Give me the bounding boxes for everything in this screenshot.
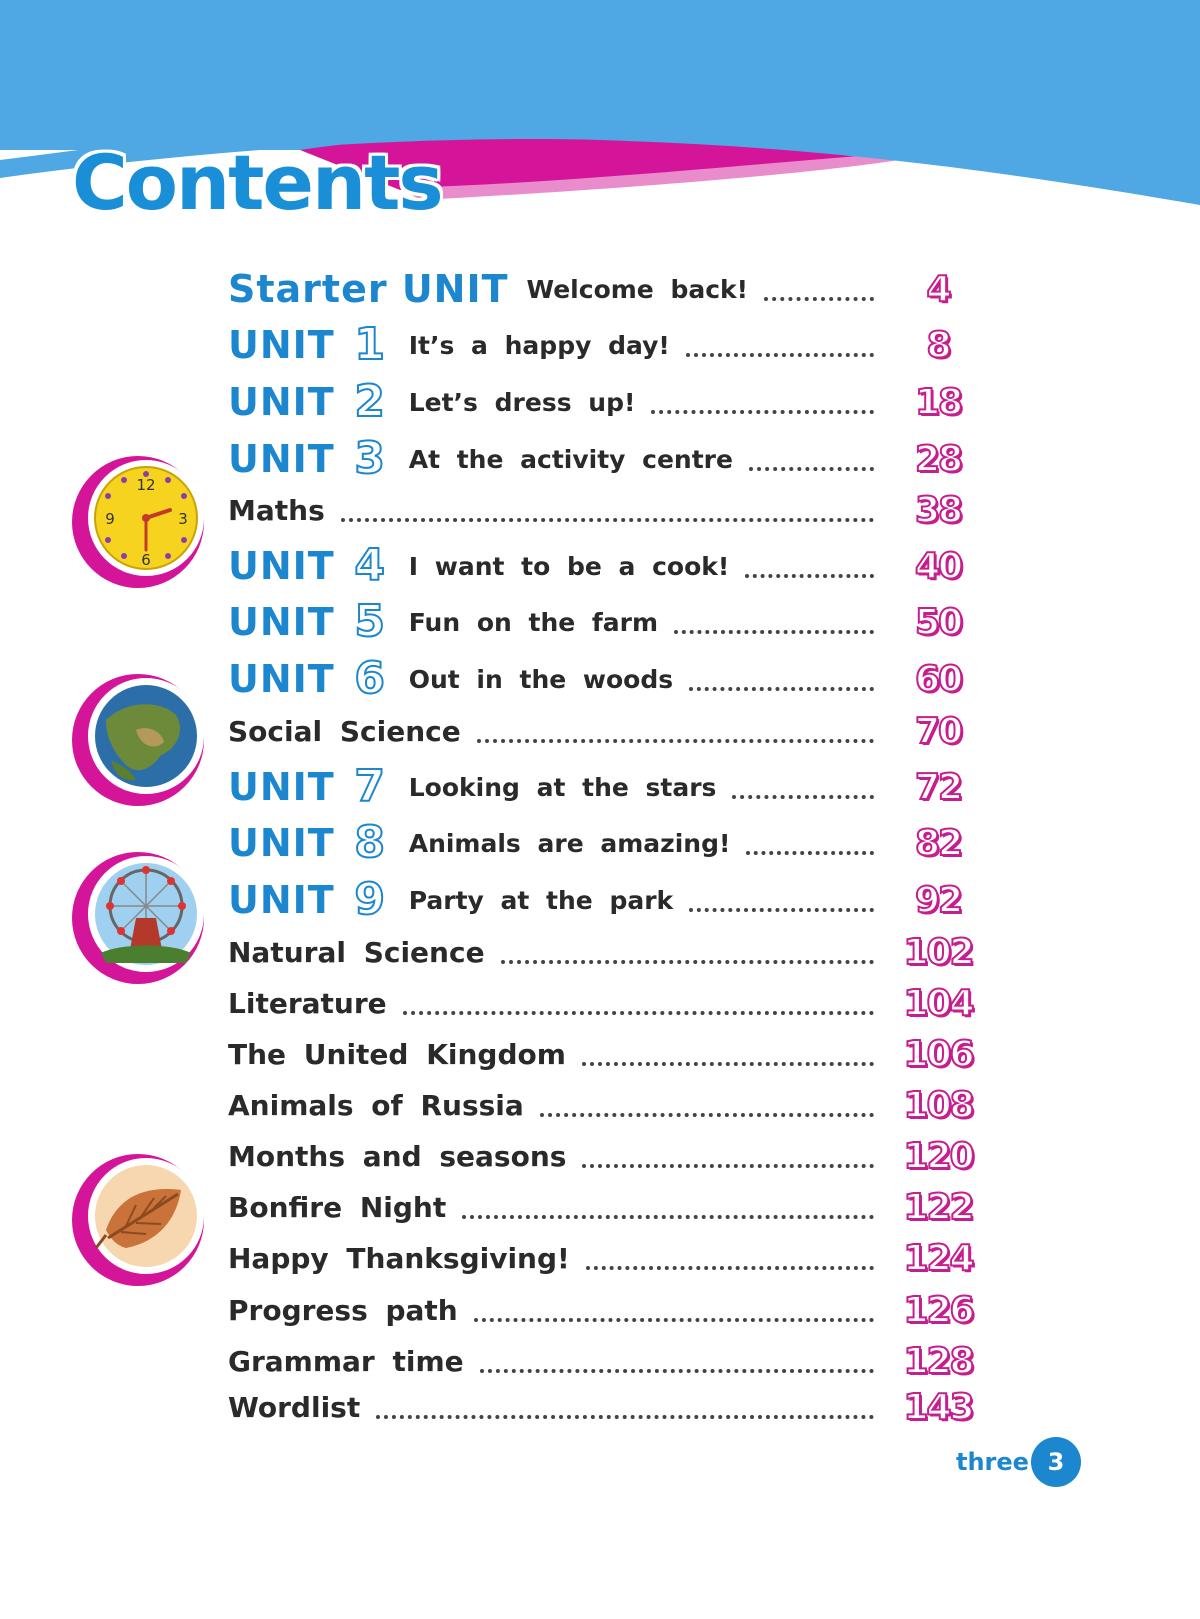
page-number: 28 <box>914 438 962 480</box>
toc-entry-unit-2[interactable] <box>228 377 978 427</box>
unit-title: At the activity centre <box>408 444 733 474</box>
page-number: 50 <box>914 601 962 643</box>
clock-number-6: 6 <box>141 551 151 569</box>
dot-leader <box>732 795 874 799</box>
section-title: Literature <box>228 986 387 1020</box>
toc-entry-literature[interactable] <box>228 978 978 1028</box>
page-number: 126 <box>903 1289 973 1331</box>
dot-leader <box>582 1164 874 1168</box>
unit-number: 7 <box>354 761 386 812</box>
dot-leader <box>540 1113 874 1117</box>
clock-number-12: 12 <box>136 476 156 494</box>
unit-title: Animals are amazing! <box>408 828 731 858</box>
toc-entry-months-and-seasons[interactable] <box>228 1131 978 1181</box>
toc-entry-unit-5[interactable] <box>228 597 978 647</box>
page-number: 40 <box>914 545 962 587</box>
toc-entry-unit-6[interactable] <box>228 654 978 704</box>
page-number: 128 <box>903 1340 973 1382</box>
dot-leader <box>689 687 874 691</box>
toc-entry-maths[interactable] <box>228 485 978 535</box>
section-title: Animals of Russia <box>228 1088 524 1122</box>
toc-entry-wordlist[interactable] <box>228 1382 978 1432</box>
dot-leader <box>686 353 874 357</box>
autumn-leaf-icon <box>66 1150 206 1290</box>
page-number: 18 <box>914 381 962 423</box>
unit-title: Looking at the stars <box>408 772 717 802</box>
unit-title: Party at the park <box>408 885 674 915</box>
section-title: Wordlist <box>228 1390 361 1424</box>
page-number: 122 <box>903 1186 973 1228</box>
section-title: Bonfire Night <box>228 1190 447 1224</box>
dot-leader <box>462 1215 874 1219</box>
page-number: 4 <box>926 268 950 310</box>
clock-number-3: 3 <box>178 510 188 528</box>
toc-entry-starter-unit[interactable] <box>228 264 978 314</box>
page-number: 8 <box>926 324 950 366</box>
toc-entry-social-science[interactable] <box>228 706 978 756</box>
dot-leader <box>651 410 874 414</box>
section-title: The United Kingdom <box>228 1037 566 1071</box>
unit-label: UNIT <box>228 544 335 588</box>
dot-leader <box>745 574 874 578</box>
section-title: Social Science <box>228 714 461 748</box>
globe-icon <box>66 670 206 810</box>
footer-page-badge: 3 <box>1031 1437 1081 1487</box>
unit-title: I want to be a cook! <box>408 551 730 581</box>
page-number: 106 <box>903 1033 973 1075</box>
page-number: 108 <box>903 1084 973 1126</box>
page-number: 102 <box>903 931 973 973</box>
toc-entry-unit-3[interactable] <box>228 434 978 484</box>
dot-leader <box>501 960 874 964</box>
dot-leader <box>341 518 874 522</box>
dot-leader <box>480 1369 874 1373</box>
page-number: 82 <box>914 822 962 864</box>
unit-label: UNIT <box>228 765 335 809</box>
section-title: Progress path <box>228 1293 458 1327</box>
dot-leader <box>403 1011 874 1015</box>
toc-entry-united-kingdom[interactable] <box>228 1029 978 1079</box>
unit-label: UNIT <box>228 437 335 481</box>
unit-number: 2 <box>354 376 386 427</box>
toc-entry-unit-9[interactable] <box>228 875 978 925</box>
section-title: Months and seasons <box>228 1139 567 1173</box>
toc-entry-grammar-time[interactable] <box>228 1336 978 1386</box>
page-number: 72 <box>914 766 962 808</box>
toc-entry-progress-path[interactable] <box>228 1285 978 1335</box>
section-title: Happy Thanksgiving! <box>228 1241 570 1275</box>
dot-leader <box>674 630 874 634</box>
page-number: 92 <box>914 879 962 921</box>
unit-label: UNIT <box>228 878 335 922</box>
footer-page-word: three <box>956 1448 1029 1476</box>
dot-leader <box>586 1266 874 1270</box>
unit-title: Fun on the farm <box>408 607 659 637</box>
unit-label: UNIT <box>228 600 335 644</box>
unit-label: UNIT <box>228 657 335 701</box>
page-number: 70 <box>914 710 962 752</box>
dot-leader <box>477 739 874 743</box>
section-title: Grammar time <box>228 1344 464 1378</box>
toc-entry-unit-7[interactable] <box>228 762 978 812</box>
toc-entry-unit-4[interactable] <box>228 541 978 591</box>
dot-leader <box>582 1062 874 1066</box>
unit-number: 5 <box>354 596 386 647</box>
unit-title: It’s a happy day! <box>408 330 670 360</box>
page-number: 104 <box>903 982 973 1024</box>
toc-entry-bonfire-night[interactable] <box>228 1182 978 1232</box>
unit-number: 6 <box>354 653 386 704</box>
unit-number: 8 <box>354 817 386 868</box>
toc-entry-unit-1[interactable] <box>228 320 978 370</box>
unit-label: UNIT <box>228 821 335 865</box>
dot-leader <box>749 467 874 471</box>
unit-number: 9 <box>354 874 386 925</box>
section-title: Natural Science <box>228 935 485 969</box>
toc-entry-unit-8[interactable] <box>228 818 978 868</box>
ferris-wheel-icon <box>66 848 206 988</box>
section-title: Maths <box>228 493 325 527</box>
unit-title: Let’s dress up! <box>408 387 636 417</box>
unit-number: 4 <box>354 540 386 591</box>
unit-label: UNIT <box>228 380 335 424</box>
page-title: Contents <box>72 138 442 227</box>
page-number: 143 <box>903 1386 973 1428</box>
page-number: 120 <box>903 1135 973 1177</box>
clock-icon <box>66 452 206 592</box>
unit-label: UNIT <box>228 323 335 367</box>
unit-title: Welcome back! <box>526 274 749 304</box>
unit-label: Starter UNIT <box>228 267 509 311</box>
unit-title: Out in the woods <box>408 664 674 694</box>
page-number: 124 <box>903 1237 973 1279</box>
toc-entry-happy-thanksgiving[interactable] <box>228 1233 978 1283</box>
dot-leader <box>376 1415 874 1419</box>
dot-leader <box>689 908 874 912</box>
clock-number-9: 9 <box>105 510 115 528</box>
page-number: 60 <box>914 658 962 700</box>
dot-leader <box>746 851 874 855</box>
unit-number: 3 <box>354 433 386 484</box>
dot-leader <box>764 297 874 301</box>
toc-entry-natural-science[interactable] <box>228 927 978 977</box>
toc-entry-animals-of-russia[interactable] <box>228 1080 978 1130</box>
dot-leader <box>474 1318 874 1322</box>
page-number: 38 <box>914 489 962 531</box>
unit-number: 1 <box>354 319 386 370</box>
